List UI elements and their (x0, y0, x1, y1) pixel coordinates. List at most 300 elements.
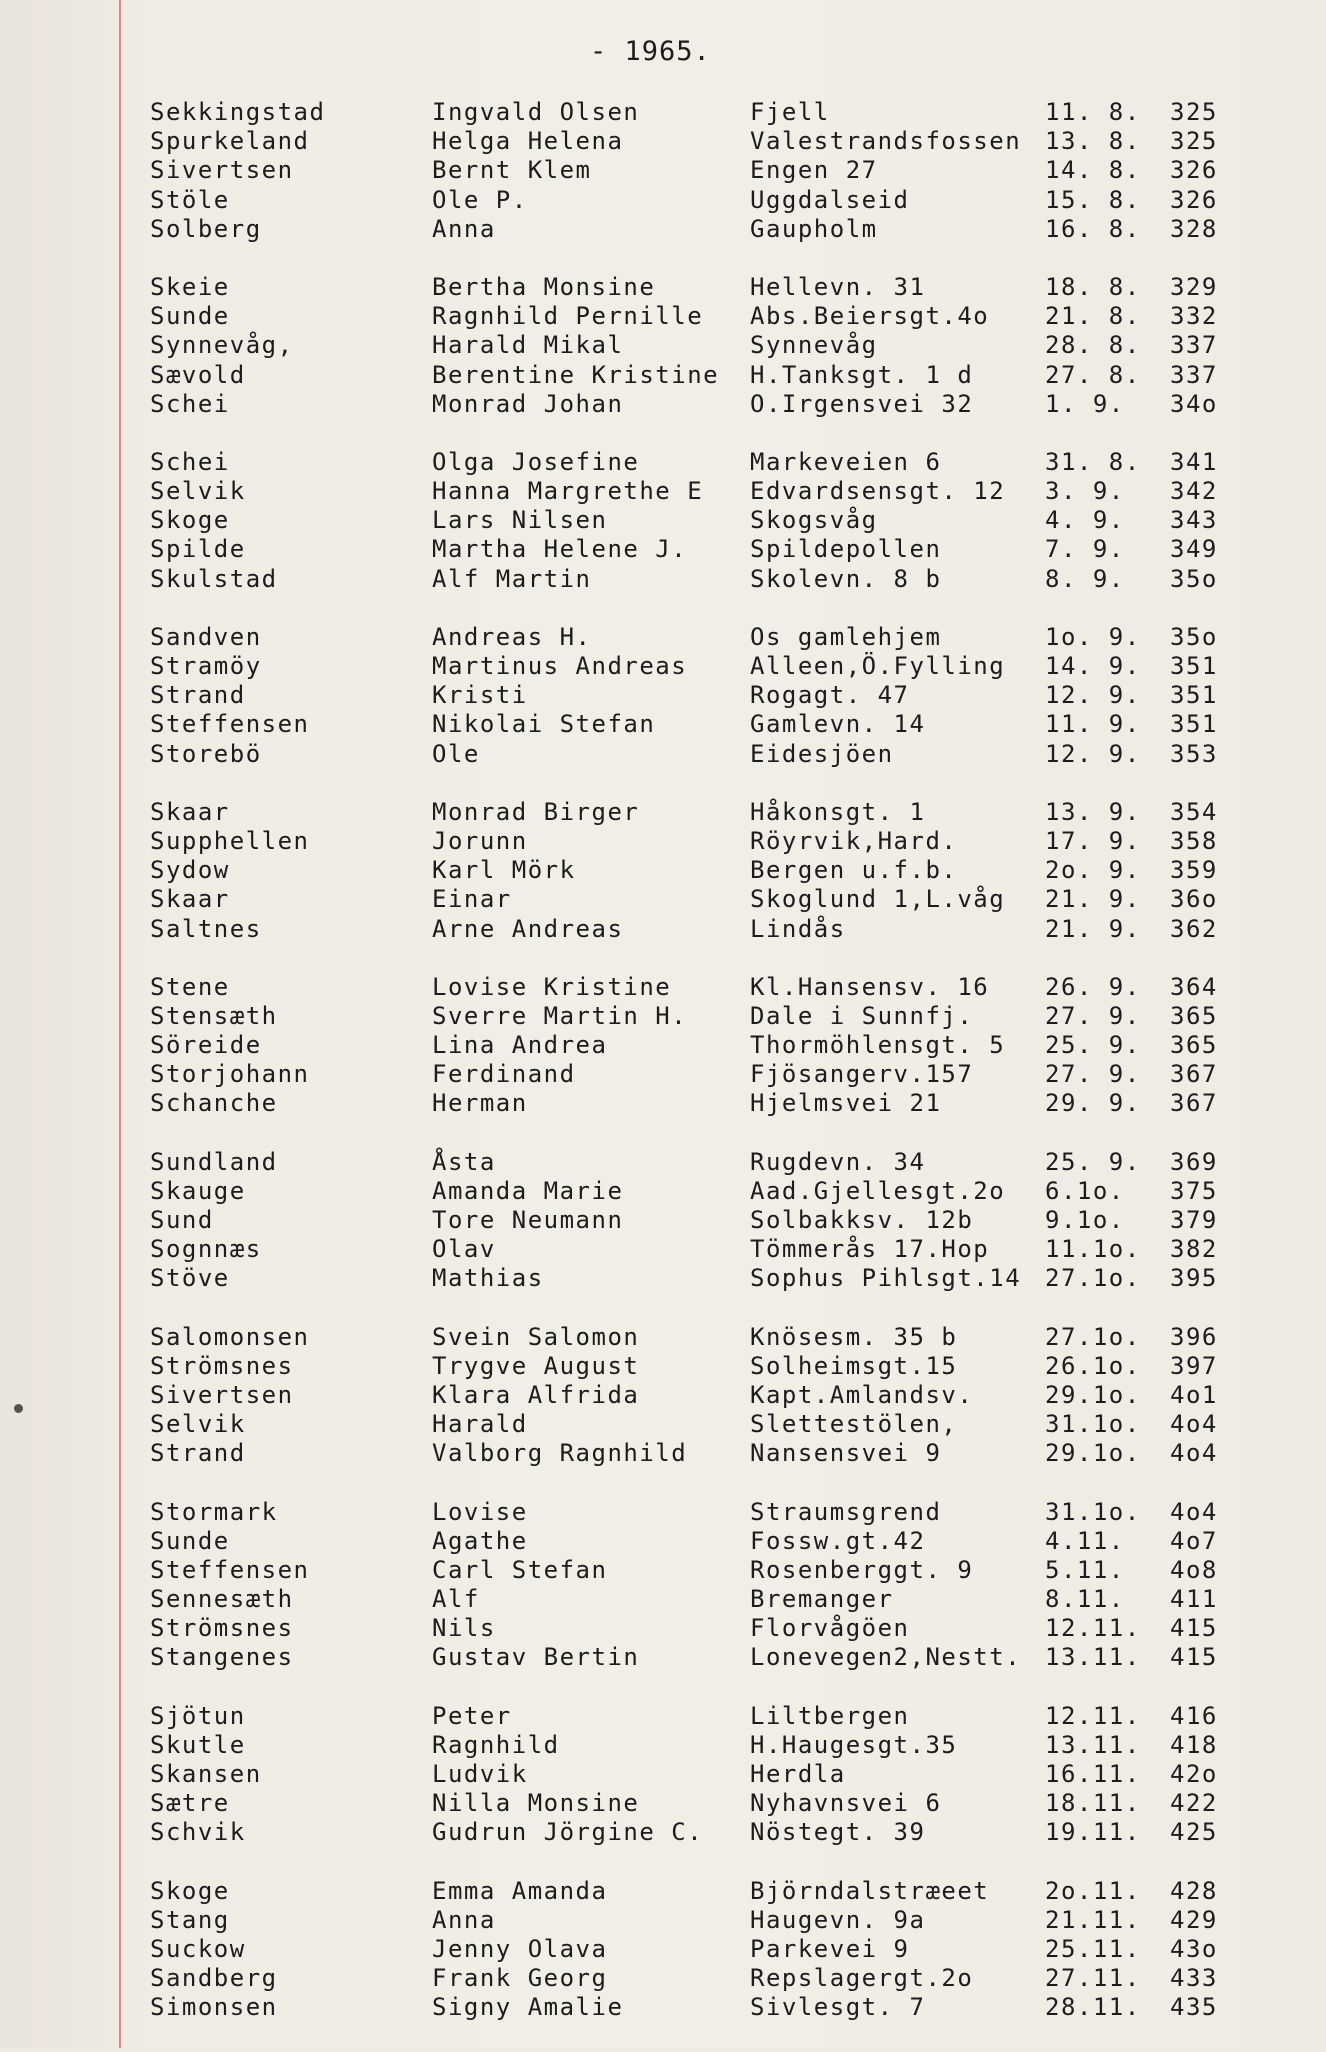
date-cell: 21. 9. (1045, 885, 1141, 914)
given-name-cell: Bernt Klem (432, 156, 592, 185)
entry-number-cell: 337 (1170, 360, 1218, 389)
given-name-cell: Monrad Johan (432, 389, 624, 418)
surname-cell: Schanche (150, 1089, 278, 1118)
date-cell: 28. 8. (1045, 331, 1141, 360)
entry-number-cell: 416 (1170, 1701, 1218, 1730)
surname-cell: Steffensen (150, 710, 310, 739)
date-cell: 27.1o. (1045, 1322, 1141, 1351)
address-cell: Herdla (750, 1760, 846, 1788)
date-cell: 21. 9. (1045, 914, 1141, 943)
address-cell: Bremanger (750, 1585, 894, 1614)
address-cell: Lindås (750, 914, 846, 943)
date-cell: 2o. 9. (1045, 856, 1141, 885)
given-name-cell: Arne Andreas (432, 914, 624, 943)
address-cell: Fjösangerv.157 (750, 1060, 974, 1089)
record-row (0, 1877, 1326, 1906)
date-cell: 12. 9. (1045, 739, 1141, 768)
address-cell: Hellevn. 31 (750, 272, 926, 301)
entry-number-cell: 369 (1170, 1147, 1218, 1176)
surname-cell: Skaar (150, 797, 230, 826)
address-cell: Hjelmsvei 21 (750, 1089, 942, 1118)
record-row (0, 273, 1326, 302)
address-cell: Spildepollen (750, 535, 942, 564)
date-cell: 13.11. (1045, 1730, 1141, 1759)
date-cell: 18.11. (1045, 1789, 1141, 1818)
record-row (0, 361, 1326, 390)
given-name-cell: Ole (432, 739, 480, 768)
entry-number-cell: 353 (1170, 739, 1218, 768)
surname-cell: Strömsnes (150, 1351, 294, 1380)
given-name-cell: Nilla Monsine (432, 1789, 640, 1818)
record-row (0, 1381, 1326, 1410)
date-cell: 4. 9. (1045, 506, 1125, 535)
surname-cell: Skutle (150, 1730, 246, 1759)
record-row (0, 973, 1326, 1002)
date-cell: 11.1o. (1045, 1235, 1141, 1264)
record-row (0, 681, 1326, 710)
given-name-cell: Ingvald Olsen (432, 98, 640, 126)
address-cell: Liltbergen (750, 1701, 910, 1730)
surname-cell: Synnevåg, (150, 331, 294, 360)
surname-cell: Supphellen (150, 826, 310, 855)
surname-cell: Schei (150, 389, 230, 418)
date-cell: 13.11. (1045, 1643, 1141, 1672)
given-name-cell: Carl Stefan (432, 1555, 608, 1584)
record-row (0, 186, 1326, 215)
address-cell: Valestrandsfossen (750, 127, 1022, 156)
date-cell: 29.1o. (1045, 1439, 1141, 1468)
given-name-cell: Lovise Kristine (432, 972, 672, 1001)
given-name-cell: Klara Alfrida (432, 1380, 640, 1409)
surname-cell: Suckow (150, 1934, 246, 1963)
entry-number-cell: 418 (1170, 1730, 1218, 1759)
address-cell: Haugevn. 9a (750, 1905, 926, 1934)
date-cell: 19.11. (1045, 1818, 1141, 1847)
record-row (0, 565, 1326, 594)
surname-cell: Saltnes (150, 914, 262, 943)
address-cell: Eidesjöen (750, 739, 894, 768)
entry-number-cell: 329 (1170, 272, 1218, 301)
entry-number-cell: 328 (1170, 214, 1218, 243)
surname-cell: Skaar (150, 885, 230, 914)
surname-cell: Storebö (150, 739, 262, 768)
record-row (0, 1235, 1326, 1264)
address-cell: Uggdalseid (750, 185, 910, 214)
address-cell: Bergen u.f.b. (750, 856, 958, 885)
record-row (0, 856, 1326, 885)
given-name-cell: Jenny Olava (432, 1934, 608, 1963)
address-cell: Solbakksv. 12b (750, 1206, 974, 1234)
given-name-cell: Jorunn (432, 826, 528, 855)
record-row (0, 302, 1326, 331)
date-cell: 1o. 9. (1045, 622, 1141, 651)
entry-number-cell: 397 (1170, 1351, 1218, 1380)
entry-number-cell: 411 (1170, 1585, 1218, 1614)
date-cell: 12.11. (1045, 1701, 1141, 1730)
record-row (0, 1410, 1326, 1439)
given-name-cell: Hanna Margrethe E (432, 477, 704, 506)
date-cell: 29.1o. (1045, 1380, 1141, 1409)
record-row (0, 915, 1326, 944)
surname-cell: Simonsen (150, 1993, 278, 2022)
entry-number-cell: 425 (1170, 1818, 1218, 1847)
surname-cell: Spurkeland (150, 127, 310, 156)
date-cell: 4.11. (1045, 1526, 1125, 1555)
date-cell: 13. 8. (1045, 127, 1141, 156)
address-cell: Markeveien 6 (750, 447, 942, 476)
record-group (0, 1498, 1326, 1673)
surname-cell: Solberg (150, 214, 262, 243)
entry-number-cell: 359 (1170, 856, 1218, 885)
surname-cell: Sunde (150, 1526, 230, 1555)
entry-number-cell: 429 (1170, 1905, 1218, 1934)
record-group (0, 1702, 1326, 1848)
given-name-cell: Peter (432, 1701, 512, 1730)
record-row (0, 1323, 1326, 1352)
given-name-cell: Bertha Monsine (432, 272, 656, 301)
given-name-cell: Herman (432, 1089, 528, 1118)
surname-cell: Stene (150, 972, 230, 1001)
record-row (0, 1206, 1326, 1235)
date-cell: 12.11. (1045, 1614, 1141, 1643)
given-name-cell: Olga Josefine (432, 447, 640, 476)
given-name-cell: Anna (432, 1905, 496, 1934)
given-name-cell: Ludvik (432, 1760, 528, 1788)
address-cell: Tömmerås 17.Hop (750, 1235, 990, 1264)
entry-number-cell: 4o4 (1170, 1410, 1218, 1439)
surname-cell: Schei (150, 447, 230, 476)
surname-cell: Stensæth (150, 1001, 278, 1030)
entry-number-cell: 4o1 (1170, 1380, 1218, 1409)
surname-cell: Sivertsen (150, 1380, 294, 1409)
surname-cell: Sandven (150, 622, 262, 651)
entry-number-cell: 379 (1170, 1206, 1218, 1234)
record-row (0, 1702, 1326, 1731)
entry-number-cell: 365 (1170, 1001, 1218, 1030)
entry-number-cell: 349 (1170, 535, 1218, 564)
entry-number-cell: 326 (1170, 156, 1218, 185)
address-cell: Slettestölen, (750, 1410, 958, 1439)
address-cell: Nansensvei 9 (750, 1439, 942, 1468)
address-cell: Skolevn. 8 b (750, 564, 942, 593)
date-cell: 11. 8. (1045, 98, 1141, 126)
entry-number-cell: 4o8 (1170, 1555, 1218, 1584)
given-name-cell: Amanda Marie (432, 1176, 624, 1205)
date-cell: 16.11. (1045, 1760, 1141, 1788)
entry-number-cell: 35o (1170, 564, 1218, 593)
given-name-cell: Nikolai Stefan (432, 710, 656, 739)
address-cell: Nyhavnsvei 6 (750, 1789, 942, 1818)
date-cell: 1. 9. (1045, 389, 1125, 418)
record-row (0, 477, 1326, 506)
address-cell: Knösesm. 35 b (750, 1322, 958, 1351)
date-cell: 8. 9. (1045, 564, 1125, 593)
record-row (0, 331, 1326, 360)
date-cell: 5.11. (1045, 1555, 1125, 1584)
surname-cell: Skeie (150, 272, 230, 301)
address-cell: Gamlevn. 14 (750, 710, 926, 739)
given-name-cell: Anna (432, 214, 496, 243)
date-cell: 31.1o. (1045, 1497, 1141, 1526)
record-row (0, 1089, 1326, 1118)
entry-number-cell: 375 (1170, 1176, 1218, 1205)
surname-cell: Stöve (150, 1264, 230, 1293)
surname-cell: Spilde (150, 535, 246, 564)
record-row (0, 623, 1326, 652)
date-cell: 25. 9. (1045, 1147, 1141, 1176)
entry-number-cell: 351 (1170, 710, 1218, 739)
given-name-cell: Svein Salomon (432, 1322, 640, 1351)
entry-number-cell: 326 (1170, 185, 1218, 214)
address-cell: Straumsgrend (750, 1497, 942, 1526)
surname-cell: Selvik (150, 477, 246, 506)
entry-number-cell: 367 (1170, 1060, 1218, 1089)
address-cell: Alleen,Ö.Fylling (750, 652, 1006, 680)
record-row (0, 1614, 1326, 1643)
entry-number-cell: 42o (1170, 1760, 1218, 1788)
record-row (0, 652, 1326, 681)
given-name-cell: Martinus Andreas (432, 652, 688, 680)
entry-number-cell: 382 (1170, 1235, 1218, 1264)
surname-cell: Steffensen (150, 1555, 310, 1584)
record-row (0, 1527, 1326, 1556)
record-group (0, 1877, 1326, 2023)
entry-number-cell: 43o (1170, 1934, 1218, 1963)
address-cell: Thormöhlensgt. 5 (750, 1031, 1006, 1060)
address-cell: Abs.Beiersgt.4o (750, 302, 990, 331)
record-row (0, 1731, 1326, 1760)
given-name-cell: Alf Martin (432, 564, 592, 593)
address-cell: Edvardsensgt. 12 (750, 477, 1006, 506)
address-cell: Röyrvik,Hard. (750, 826, 958, 855)
record-row (0, 390, 1326, 419)
surname-cell: Stöle (150, 185, 230, 214)
entry-number-cell: 4o7 (1170, 1526, 1218, 1555)
given-name-cell: Karl Mörk (432, 856, 576, 885)
surname-cell: Sunde (150, 302, 230, 331)
surname-cell: Stang (150, 1905, 230, 1934)
given-name-cell: Martha Helene J. (432, 535, 688, 564)
record-row (0, 1002, 1326, 1031)
record-row (0, 1964, 1326, 1993)
given-name-cell: Valborg Ragnhild (432, 1439, 688, 1468)
page-header: - 1965. (590, 36, 711, 67)
entry-number-cell: 351 (1170, 652, 1218, 680)
given-name-cell: Monrad Birger (432, 797, 640, 826)
date-cell: 31. 8. (1045, 447, 1141, 476)
surname-cell: Stangenes (150, 1643, 294, 1672)
record-row (0, 1789, 1326, 1818)
given-name-cell: Åsta (432, 1147, 496, 1176)
address-cell: Sophus Pihlsgt.14 (750, 1264, 1022, 1293)
entry-number-cell: 433 (1170, 1964, 1218, 1993)
entry-number-cell: 362 (1170, 914, 1218, 943)
entry-number-cell: 395 (1170, 1264, 1218, 1293)
given-name-cell: Helga Helena (432, 127, 624, 156)
date-cell: 17. 9. (1045, 826, 1141, 855)
entry-number-cell: 415 (1170, 1614, 1218, 1643)
date-cell: 2o.11. (1045, 1876, 1141, 1905)
address-cell: Solheimsgt.15 (750, 1351, 958, 1380)
entry-number-cell: 415 (1170, 1643, 1218, 1672)
address-cell: Fjell (750, 98, 830, 126)
entry-number-cell: 4o4 (1170, 1439, 1218, 1468)
date-cell: 21. 8. (1045, 302, 1141, 331)
given-name-cell: Sverre Martin H. (432, 1001, 688, 1030)
date-cell: 16. 8. (1045, 214, 1141, 243)
given-name-cell: Harald Mikal (432, 331, 624, 360)
date-cell: 11. 9. (1045, 710, 1141, 739)
address-cell: Kapt.Amlandsv. (750, 1380, 974, 1409)
record-row (0, 1352, 1326, 1381)
entry-number-cell: 35o (1170, 622, 1218, 651)
record-row (0, 215, 1326, 244)
surname-cell: Söreide (150, 1031, 262, 1060)
date-cell: 12. 9. (1045, 681, 1141, 710)
given-name-cell: Ragnhild (432, 1730, 560, 1759)
surname-cell: Strömsnes (150, 1614, 294, 1643)
address-cell: Skoglund 1,L.våg (750, 885, 1006, 914)
record-row (0, 127, 1326, 156)
entry-number-cell: 435 (1170, 1993, 1218, 2022)
surname-cell: Skulstad (150, 564, 278, 593)
address-cell: Rosenberggt. 9 (750, 1555, 974, 1584)
given-name-cell: Nils (432, 1614, 496, 1643)
date-cell: 27.11. (1045, 1964, 1141, 1993)
date-cell: 9.1o. (1045, 1206, 1125, 1234)
entry-number-cell: 343 (1170, 506, 1218, 535)
date-cell: 27. 8. (1045, 360, 1141, 389)
surname-cell: Skansen (150, 1760, 262, 1788)
given-name-cell: Ole P. (432, 185, 528, 214)
surname-cell: Sennesæth (150, 1585, 294, 1614)
entry-number-cell: 354 (1170, 797, 1218, 826)
surname-cell: Sekkingstad (150, 98, 326, 126)
surname-cell: Skauge (150, 1176, 246, 1205)
record-row (0, 885, 1326, 914)
date-cell: 29. 9. (1045, 1089, 1141, 1118)
date-cell: 15. 8. (1045, 185, 1141, 214)
entry-number-cell: 337 (1170, 331, 1218, 360)
address-cell: Synnevåg (750, 331, 878, 360)
given-name-cell: Gustav Bertin (432, 1643, 640, 1672)
record-row (0, 740, 1326, 769)
date-cell: 25.11. (1045, 1934, 1141, 1963)
date-cell: 6.1o. (1045, 1176, 1125, 1205)
address-cell: Os gamlehjem (750, 622, 942, 651)
address-cell: Engen 27 (750, 156, 878, 185)
record-row (0, 448, 1326, 477)
address-cell: Aad.Gjellesgt.2o (750, 1176, 1006, 1205)
surname-cell: Sivertsen (150, 156, 294, 185)
given-name-cell: Gudrun Jörgine C. (432, 1818, 704, 1847)
address-cell: Kl.Hansensv. 16 (750, 972, 990, 1001)
record-row (0, 1177, 1326, 1206)
date-cell: 14. 9. (1045, 652, 1141, 680)
given-name-cell: Lars Nilsen (432, 506, 608, 535)
record-row (0, 535, 1326, 564)
record-row (0, 1906, 1326, 1935)
given-name-cell: Trygve August (432, 1351, 640, 1380)
surname-cell: Storjohann (150, 1060, 310, 1089)
surname-cell: Sognnæs (150, 1235, 262, 1264)
entry-number-cell: 342 (1170, 477, 1218, 506)
date-cell: 7. 9. (1045, 535, 1125, 564)
record-row (0, 98, 1326, 127)
entry-number-cell: 34o (1170, 389, 1218, 418)
date-cell: 26. 9. (1045, 972, 1141, 1001)
record-row (0, 1585, 1326, 1614)
given-name-cell: Tore Neumann (432, 1206, 624, 1234)
record-group (0, 973, 1326, 1119)
date-cell: 3. 9. (1045, 477, 1125, 506)
address-cell: Repslagergt.2o (750, 1964, 974, 1993)
address-cell: Björndalstræeet (750, 1876, 990, 1905)
date-cell: 13. 9. (1045, 797, 1141, 826)
surname-cell: Sævold (150, 360, 246, 389)
surname-cell: Sandberg (150, 1964, 278, 1993)
record-group (0, 798, 1326, 944)
record-row (0, 1935, 1326, 1964)
record-row (0, 1060, 1326, 1089)
surname-cell: Strand (150, 1439, 246, 1468)
entry-number-cell: 325 (1170, 98, 1218, 126)
record-row (0, 1439, 1326, 1468)
surname-cell: Sjötun (150, 1701, 246, 1730)
address-cell: Nöstegt. 39 (750, 1818, 926, 1847)
address-cell: Skogsvåg (750, 506, 878, 535)
entry-number-cell: 364 (1170, 972, 1218, 1001)
record-row (0, 1760, 1326, 1789)
entry-number-cell: 396 (1170, 1322, 1218, 1351)
given-name-cell: Ragnhild Pernille (432, 302, 704, 331)
given-name-cell: Mathias (432, 1264, 544, 1293)
date-cell: 14. 8. (1045, 156, 1141, 185)
entry-number-cell: 422 (1170, 1789, 1218, 1818)
given-name-cell: Ferdinand (432, 1060, 576, 1089)
surname-cell: Salomonsen (150, 1322, 310, 1351)
entry-number-cell: 325 (1170, 127, 1218, 156)
record-group (0, 1323, 1326, 1469)
date-cell: 21.11. (1045, 1905, 1141, 1934)
given-name-cell: Olav (432, 1235, 496, 1264)
date-cell: 18. 8. (1045, 272, 1141, 301)
address-cell: Lonevegen2,Nestt. (750, 1643, 1022, 1672)
address-cell: Dale i Sunnfj. (750, 1001, 974, 1030)
surname-cell: Sundland (150, 1147, 278, 1176)
surname-cell: Sund (150, 1206, 214, 1234)
date-cell: 28.11. (1045, 1993, 1141, 2022)
date-cell: 27. 9. (1045, 1001, 1141, 1030)
surname-cell: Skoge (150, 1876, 230, 1905)
record-row (0, 1818, 1326, 1847)
address-cell: Parkevei 9 (750, 1934, 910, 1963)
address-cell: Sivlesgt. 7 (750, 1993, 926, 2022)
given-name-cell: Berentine Kristine (432, 360, 720, 389)
surname-cell: Sætre (150, 1789, 230, 1818)
address-cell: O.Irgensvei 32 (750, 389, 974, 418)
address-cell: H.Tanksgt. 1 d (750, 360, 974, 389)
address-cell: Rogagt. 47 (750, 681, 910, 710)
given-name-cell: Frank Georg (432, 1964, 608, 1993)
entry-number-cell: 367 (1170, 1089, 1218, 1118)
record-row (0, 1148, 1326, 1177)
record-group (0, 623, 1326, 769)
date-cell: 27.1o. (1045, 1264, 1141, 1293)
given-name-cell: Andreas H. (432, 622, 592, 651)
given-name-cell: Emma Amanda (432, 1876, 608, 1905)
given-name-cell: Alf (432, 1585, 480, 1614)
